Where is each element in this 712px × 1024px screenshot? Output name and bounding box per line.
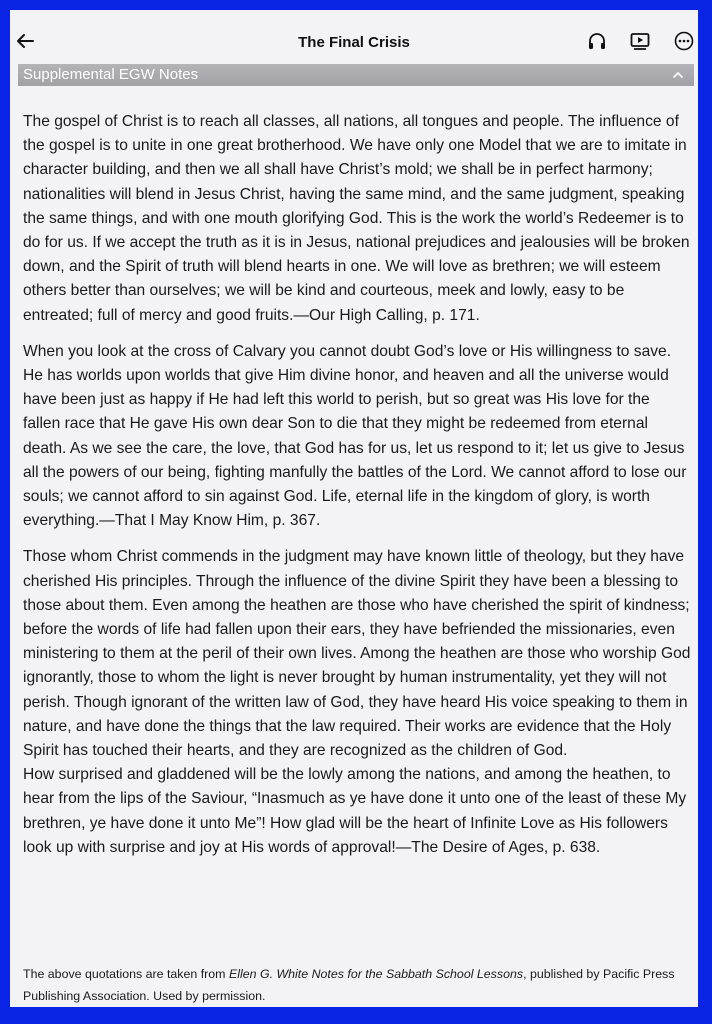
attribution-prefix: The above quotations are taken from	[23, 967, 229, 981]
attribution-suffix: , published by Pacific Press Publishing Association. Used by permission.	[23, 967, 675, 1003]
paragraph: When you look at the cross of Calvary you cannot doubt God’s love or His willingness to save. He has worlds upon worlds that give Him divine honor, and heaven and all the universe would have been just as happy if He had left this world to perish, but so great was His love for the fallen race that He gave His own dear Son to die that they might be redeemed from eternal death. As we see the care, the love, that God has for us, let us respond to it; let us give to Jesus all the powers of our being, fighting manfully the battles of the Lord. We cannot afford to lose our souls; we cannot afford to sin against God. Life, eternal life in the kingdom of glory, is worth everything.—That I May Know Him, p. 367.	[23, 342, 687, 530]
notes-content	[23, 110, 691, 872]
paragraph: The gospel of Christ is to reach all classes, all nations, all tongues and people. The influence of the gospel is to unite in one great brotherhood. We have only one Model that we are to imitate in character building, and then we all shall have Christ’s mold; we shall be in perfect harmony; nationalities will blend in Jesus Christ, having the same mind, and the same judgment, speaking the same things, and with one mouth glorifying God. This is the work the world’s Redeemer is to do for us. If we accept the truth as it is in Jesus, national prejudices and jealousies will be broken down, and the Spirit of truth will blend hearts in one. We will love as brethren; we will esteem others better than ourselves; we will be kind and courteous, meek and lowly, easy to be entreated; full of mercy and good fruits.—Our High Calling, p. 171.	[23, 113, 690, 324]
audio-button[interactable]	[586, 30, 608, 52]
attribution-footer	[23, 964, 691, 1007]
app-window	[10, 10, 698, 1007]
paragraph: Those whom Christ commends in the judgment may have known little of theology, but they have cherished His principles. Through the influence of the divine Spirit they have been a blessing to those about them. Even among the heathen are those who have cherished the spirit of kindness; before the words of life had fallen upon their ears, they have befriended the missionaries, even ministering to them at the peril of their own lives. Among the heathen are those who worship God ignorantly, those to whom the light is never brought by human instrumentality, yet they will not perish. Though ignorant of the written law of God, they have heard His voice speaking to them in nature, and have done the things that the law required. Their works are evidence that the Holy Spirit has touched their hearts, and they are recognized as the children of God.	[23, 548, 691, 760]
chevron-up-icon[interactable]	[672, 69, 684, 81]
section-header[interactable]	[18, 64, 694, 86]
more-button[interactable]	[673, 30, 695, 52]
headphones-icon	[586, 30, 608, 52]
top-navigation-bar	[10, 10, 698, 64]
section-title: Supplemental EGW Notes	[23, 66, 199, 83]
video-button[interactable]	[629, 30, 651, 52]
play-video-icon	[629, 30, 651, 52]
more-options-icon	[673, 30, 695, 52]
page-title: The Final Crisis	[298, 34, 410, 51]
attribution-source: Ellen G. White Notes for the Sabbath School Lessons	[228, 967, 524, 981]
paragraph: How surprised and gladdened will be the lowly among the nations, and among the heathen, to hear from the lips of the Saviour, “Inasmuch as ye have done it unto one of the least of these My brethren, ye have done it unto Me”! How glad will be the heart of Infinite Love as His followers look up with surprise and joy at His words of approval!—The Desire of Ages, p. 638.	[23, 766, 687, 856]
